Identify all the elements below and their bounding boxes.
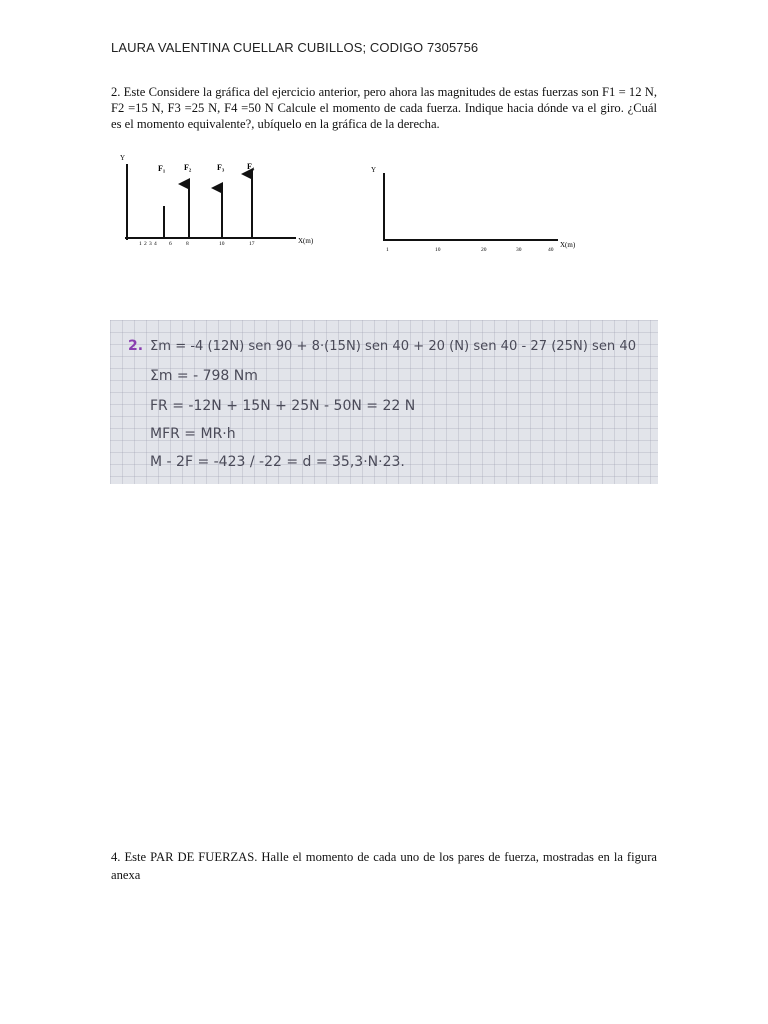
handwritten-line-5: M - 2F = -423 / -22 = d = 35,3·N·23. [150, 454, 405, 470]
force-diagram-figure [110, 150, 332, 256]
question-4-suffix: . Halle el momento de cada uno de los pares de fuerza, mostradas en la figura anexa [111, 850, 657, 882]
tick-label: 3 [149, 241, 152, 247]
equivalent-moment-axes [360, 155, 590, 255]
tick-label: 20 [481, 247, 487, 253]
x-axis-label: X(m) [560, 241, 576, 249]
question-4-prefix: 4. Este [111, 850, 151, 864]
tick-label: 1 [386, 247, 389, 253]
question-2-text: 2. Este Considere la gráfica del ejercicio anterior, pero ahora las magnitudes de estas fuerzas son F1 = 12 N, F2 =15 N, F3 =25 N, F4 =50 N Calcule el momento de cada fuerza. Indique hacia dónde va el giro. ¿Cuál es el momento equivalente?, ubíquelo en la gráfica de la derecha. [111, 85, 657, 131]
handwritten-line-2: Σm = - 798 Nm [150, 368, 258, 384]
tick-label: 30 [516, 247, 522, 253]
tick-label: 8 [186, 241, 189, 247]
tick-label: 1 [139, 241, 142, 247]
handwritten-line-1: Σm = -4 (12N) sen 90 + 8·(15N) sen 40 + 20 (N) sen 40 - 27 (25N) sen 40 [150, 338, 637, 354]
force-label-f4: F₄ [247, 162, 255, 171]
tick-label: 6 [169, 241, 172, 247]
tick-label: 40 [548, 247, 554, 253]
tick-label: 10 [435, 247, 441, 253]
tick-label: 4 [154, 241, 157, 247]
y-axis-label: Y [120, 154, 126, 162]
force-label-f2: F₂ [184, 163, 192, 172]
question-4-highlight: PAR DE FUERZAS [150, 850, 255, 864]
author-header: LAURA VALENTINA CUELLAR CUBILLOS; CODIGO 7305756 [111, 40, 479, 55]
force-label-f1: F₁ [158, 164, 166, 173]
handwritten-answer-image [110, 320, 658, 484]
tick-label: 10 [219, 241, 225, 247]
tick-label: 17 [249, 241, 255, 247]
tick-label: 2 [144, 241, 147, 247]
handwritten-line-3: FR = -12N + 15N + 25N - 50N = 22 N [150, 398, 416, 414]
force-label-f3: F₃ [217, 163, 225, 172]
handwritten-question-number: 2. [128, 338, 144, 354]
x-axis-label: X(m) [298, 237, 314, 245]
question-4-text [111, 848, 657, 884]
y-axis-label: Y [371, 166, 377, 174]
handwritten-line-4: MFR = MR·h [150, 426, 236, 442]
